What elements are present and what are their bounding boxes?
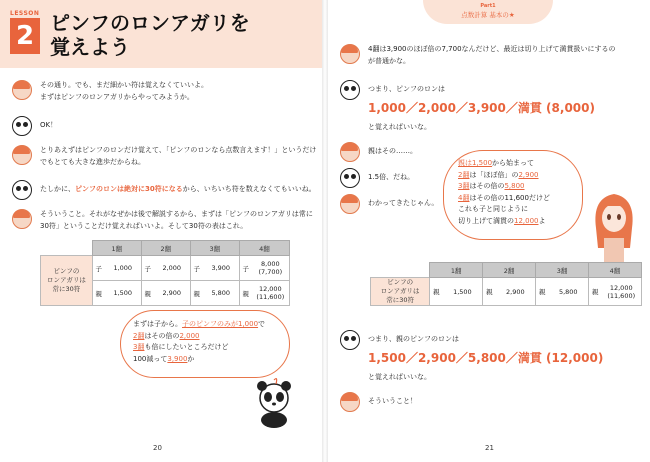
panda-avatar-icon: [12, 116, 32, 136]
dialogue-line: その通り。でも、まだ細かい符は覚えなくていいよ。: [40, 81, 208, 89]
dialogue-r1: [340, 44, 616, 67]
explanation-bubble: まずは子から。子のピンフのみが1,000で 2翻はその倍の2,000 3翻も倍にしたいところだけど 100減って3,900か: [120, 310, 290, 378]
dialogue-r2: [340, 80, 445, 100]
table-header: 1翻: [430, 263, 483, 278]
panda-avatar-icon: [12, 180, 32, 200]
dialogue-line: でもとても大きな進歩だからね。: [40, 157, 145, 166]
table-header: 1翻: [92, 241, 141, 256]
dialogue-2: [12, 116, 57, 136]
dialogue-text: から、いちいち符を数えなくてもいいね。: [182, 185, 316, 193]
panda-avatar-icon: [340, 168, 360, 188]
title-line-2: 覚えよう: [50, 35, 130, 59]
dialogue-3: [12, 145, 316, 168]
section-part: Part1: [480, 3, 496, 9]
dialogue-5: [12, 209, 313, 232]
explanation-bubble: 親は1,500から始まって 2翻は「ほぼ倍」の2,900 3翻はその倍の5,800 4翻はその倍の11,600だけど これも子と同じように 切り上げて満貫の12,000よ: [443, 150, 583, 240]
girl-avatar-icon: [340, 142, 360, 162]
dialogue-line: そういうこと。それがなぜかは後で解説するから、まずは「ピンフのロンアガリは常に: [40, 210, 313, 218]
score-summary-child: 1,000／2,000／3,900／満貫 (8,000): [368, 101, 595, 115]
dialogue-line: 1.5倍、だね。: [368, 173, 415, 181]
page-number: 20: [153, 444, 162, 452]
girl-avatar-icon: [12, 209, 32, 229]
girl-avatar-icon: [340, 194, 360, 214]
right-page: [328, 0, 650, 462]
dialogue-line: まずはピンフのロンアガリからやってみようか。: [40, 92, 194, 101]
dialogue-line: つまり、親のピンフのロンは: [368, 335, 459, 343]
girl-avatar-icon: [12, 80, 32, 100]
score-summary-parent: 1,500／2,900／5,800／満貫 (12,000): [368, 351, 604, 365]
girl-avatar-icon: [340, 44, 360, 64]
table-header: 2翻: [483, 263, 536, 278]
table-header: 2翻: [141, 241, 190, 256]
panda-avatar-icon: [340, 330, 360, 350]
girl-character-icon: [590, 188, 638, 266]
dialogue-line: 親はその……。: [368, 147, 417, 155]
dialogue-line: と覚えればいいな。: [368, 123, 431, 131]
dialogue-line: つまり、ピンフのロンは: [368, 85, 445, 93]
highlight-text: ピンフのロンは絶対に30符になる: [75, 185, 183, 193]
title-line-1: ピンフのロンアガリを: [50, 11, 250, 35]
table-header: 4翻: [588, 263, 641, 278]
dialogue-r7: [340, 392, 417, 412]
dialogue-line: とりあえずはピンフのロンだけ覚えて、「ピンフのロンなら点数言えます！」というだけ: [40, 146, 317, 154]
page-number: 21: [485, 444, 494, 452]
dialogue-4: [12, 180, 316, 200]
section-label: 点数計算 基本の★: [461, 11, 515, 19]
girl-avatar-icon: [340, 392, 360, 412]
row-label: ピンフの ロンアガリは 常に30符: [41, 256, 93, 306]
score-table: [40, 240, 290, 306]
dialogue-1: [12, 80, 208, 103]
panda-character-icon: [250, 378, 298, 428]
page-title: [50, 11, 250, 59]
table-header: 3翻: [190, 241, 239, 256]
left-page: [0, 0, 322, 462]
dialogue-line: が普通かな。: [368, 56, 410, 65]
dialogue-r3: [340, 142, 417, 162]
section-tab: [423, 0, 553, 24]
lesson-number: 2: [10, 18, 40, 54]
table-row: 親 1,500 親 2,900 親 5,800 親 12,000 (11,600): [41, 281, 290, 306]
dialogue-line: OK！: [40, 121, 58, 129]
girl-avatar-icon: [12, 145, 32, 165]
dialogue-r4: [340, 168, 414, 188]
panda-avatar-icon: [340, 80, 360, 100]
lesson-word: LESSON: [10, 10, 40, 17]
dialogue-r5: [340, 194, 438, 214]
dialogue-line: 30符」ということだけ覚えればいいよ。そして30符の表はこれ。: [40, 221, 248, 230]
table-header: 4翻: [239, 241, 289, 256]
dialogue-line: 4翻は3,900のほぼ倍の7,700なんだけど、最近は切り上げて満貫扱いにするの: [368, 45, 616, 53]
dialogue-text: たしかに、: [40, 185, 75, 193]
row-label: ピンフの ロンアガリは 常に30符: [371, 278, 430, 306]
table-row: ピンフの ロンアガリは 常に30符 子 1,000 子 2,000 子 3,900 子 8,000 (7,700): [41, 256, 290, 281]
dialogue-line: そういうこと！: [368, 397, 417, 405]
table-row: ピンフの ロンアガリは 常に30符 親 1,500 親 2,900 親 5,800 親 12,000 (11,600): [371, 278, 642, 306]
dialogue-line: わかってきたじゃん。: [368, 199, 439, 207]
lesson-header: [0, 0, 322, 68]
table-header: 3翻: [536, 263, 589, 278]
dialogue-r6: [340, 330, 459, 350]
score-table-parent: [370, 262, 642, 306]
dialogue-line: と覚えればいいな。: [368, 373, 431, 381]
